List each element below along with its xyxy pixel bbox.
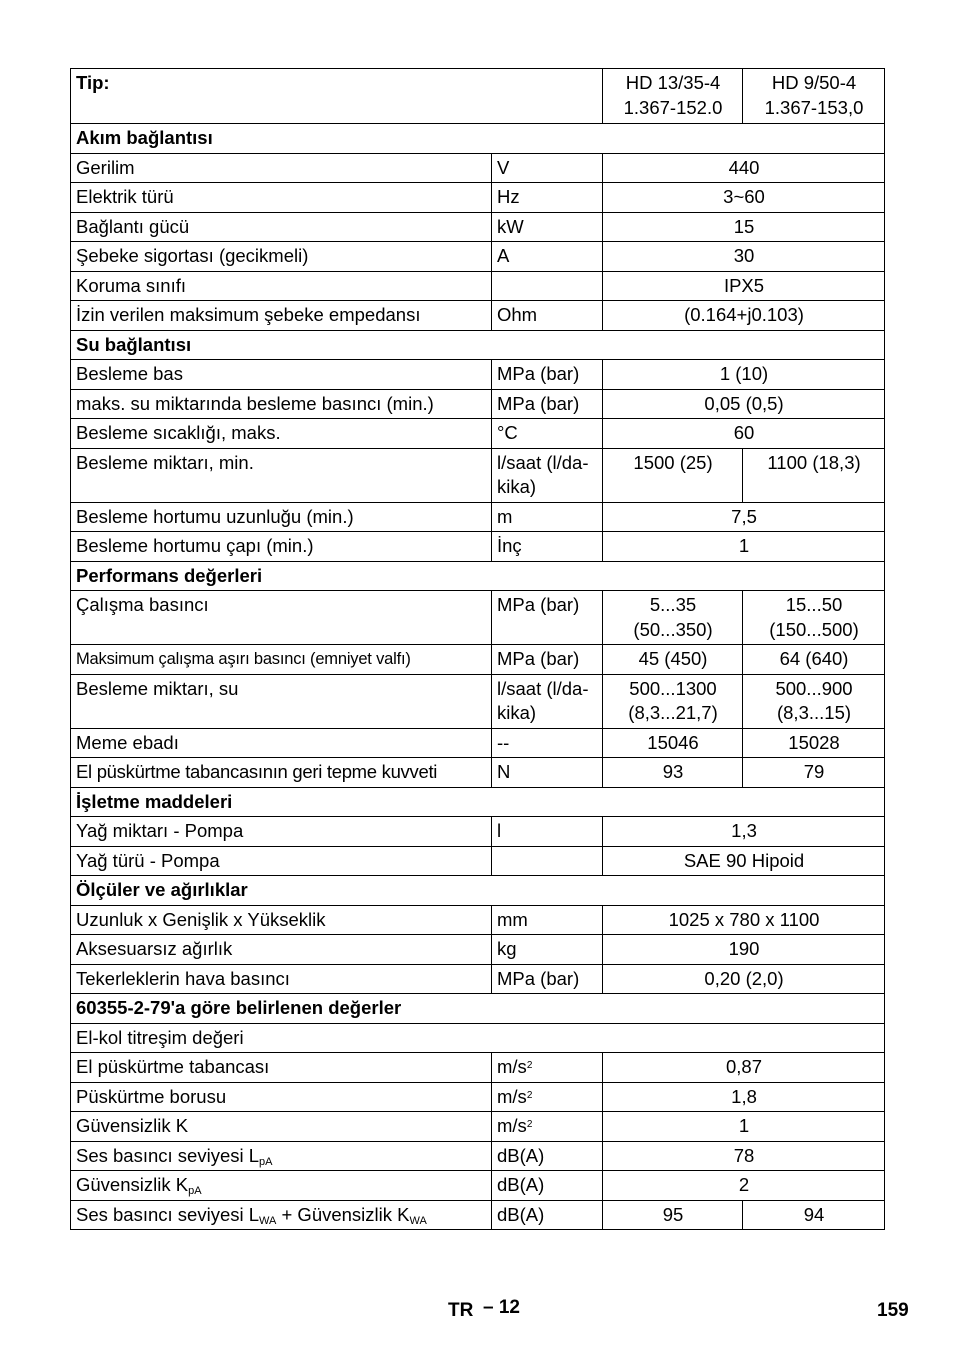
section-row	[71, 876, 885, 906]
section-row	[71, 561, 885, 591]
row-label: Şebeke sigortası (gecikmeli)	[71, 242, 492, 272]
table-row	[71, 419, 885, 449]
row-unit	[492, 1082, 603, 1112]
row-value: 1 (10)	[603, 360, 885, 390]
row-value-model-2: 94	[743, 1200, 885, 1230]
row-label: İzin verilen maksimum şebeke empedansı	[71, 301, 492, 331]
row-unit: İnç	[492, 532, 603, 562]
table-row	[71, 271, 885, 301]
row-label: maks. su miktarında besleme basıncı (min.)	[71, 389, 492, 419]
label-subscript: pA	[259, 1155, 273, 1168]
row-value: 1,8	[603, 1082, 885, 1112]
row-label: Besleme miktarı, min.	[71, 448, 492, 502]
row-unit: MPa (bar)	[492, 360, 603, 390]
row-value: (0.164+j0.103)	[603, 301, 885, 331]
row-unit: dB(A)	[492, 1171, 603, 1201]
section-title-dimensions: Ölçüler ve ağırlıklar	[71, 876, 885, 906]
table-row	[71, 502, 885, 532]
table-row	[71, 964, 885, 994]
row-value: 7,5	[603, 502, 885, 532]
row-label: Meme ebadı	[71, 728, 492, 758]
table-row	[71, 1082, 885, 1112]
row-unit: Ohm	[492, 301, 603, 331]
section-row	[71, 787, 885, 817]
row-value-model-2: 64 (640)	[743, 645, 885, 675]
row-value-model-2: 15028	[743, 728, 885, 758]
table-row	[71, 1200, 885, 1230]
row-value: IPX5	[603, 271, 885, 301]
table-row	[71, 935, 885, 965]
model-1-name: HD 13/35-4	[625, 72, 721, 93]
table-row	[71, 728, 885, 758]
row-value: 30	[603, 242, 885, 272]
row-label: Gerilim	[71, 153, 492, 183]
row-label: Besleme miktarı, su	[71, 674, 492, 728]
table-row	[71, 360, 885, 390]
row-unit: --	[492, 728, 603, 758]
subsection-title-vibration: El-kol titreşim değeri	[71, 1023, 885, 1053]
row-label: Koruma sınıfı	[71, 271, 492, 301]
row-unit: dB(A)	[492, 1141, 603, 1171]
row-value: 1025 x 780 x 1100	[603, 905, 885, 935]
row-value-model-1: 15046	[603, 728, 743, 758]
row-label: El püskürtme tabancasının geri tepme kuvveti	[71, 758, 492, 788]
row-unit: V	[492, 153, 603, 183]
row-value: 1	[603, 532, 885, 562]
row-label: Aksesuarsız ağırlık	[71, 935, 492, 965]
row-label: Çalışma basıncı	[71, 591, 492, 645]
unit-superscript: 2	[526, 1089, 533, 1101]
unit-text: m/s	[497, 1056, 527, 1077]
row-unit	[492, 846, 603, 876]
table-row	[71, 153, 885, 183]
table-row	[71, 1171, 885, 1201]
row-unit	[492, 271, 603, 301]
row-unit: kW	[492, 212, 603, 242]
unit-text: m/s	[497, 1085, 527, 1107]
label-subscript: WA	[259, 1214, 277, 1227]
row-label: Güvensizlik K	[71, 1112, 492, 1142]
row-value: 440	[603, 153, 885, 183]
row-value: 15	[603, 212, 885, 242]
label-text: + Güvensizlik K	[276, 1203, 410, 1225]
row-unit: l/saat (l/da-kika)	[492, 448, 603, 502]
model-2-part: 1.367-153,0	[764, 96, 864, 118]
row-unit: MPa (bar)	[492, 389, 603, 419]
row-value: 0,05 (0,5)	[603, 389, 885, 419]
subsection-row	[71, 1023, 885, 1053]
row-unit	[492, 1112, 603, 1142]
row-label: Maksimum çalışma aşırı basıncı (emniyet valfı)	[71, 645, 492, 675]
table-row	[71, 301, 885, 331]
section-title-power: Akım bağlantısı	[71, 124, 885, 154]
model-2-header	[743, 69, 885, 124]
unit-superscript: 2	[526, 1119, 533, 1130]
row-label: Besleme sıcaklığı, maks.	[71, 419, 492, 449]
table-row	[71, 674, 885, 728]
row-value-model-2: 500...900 (8,3...15)	[743, 674, 885, 728]
row-value: 1	[603, 1112, 885, 1142]
row-unit: MPa (bar)	[492, 645, 603, 675]
tip-label: Tip:	[71, 69, 603, 124]
table-row	[71, 532, 885, 562]
row-value: 0,87	[603, 1053, 885, 1083]
row-label: Besleme bas	[71, 360, 492, 390]
table-row	[71, 1053, 885, 1083]
row-value-model-1: 95	[603, 1200, 743, 1230]
table-row	[71, 758, 885, 788]
row-unit: l	[492, 817, 603, 847]
row-unit: N	[492, 758, 603, 788]
label-subscript: WA	[409, 1214, 427, 1227]
row-unit: MPa (bar)	[492, 964, 603, 994]
label-subscript: pA	[188, 1185, 202, 1197]
row-label: Elektrik türü	[71, 183, 492, 213]
row-label: Püskürtme borusu	[71, 1082, 492, 1112]
model-2-name: HD 9/50-4	[771, 72, 857, 93]
row-value: 2	[603, 1171, 885, 1201]
row-label: Tekerleklerin hava basıncı	[71, 964, 492, 994]
footer-section-page: – 12	[483, 1297, 520, 1318]
row-label	[71, 1171, 492, 1201]
row-value-model-2: 15...50 (150...500)	[743, 591, 885, 645]
section-row	[71, 994, 885, 1024]
row-label: Yağ türü - Pompa	[71, 846, 492, 876]
footer-language: TR	[448, 1300, 474, 1321]
section-row	[71, 124, 885, 154]
row-value-model-1: 1500 (25)	[603, 448, 743, 502]
table-row	[71, 389, 885, 419]
unit-text: m/s	[497, 1115, 527, 1136]
row-unit: m	[492, 502, 603, 532]
section-title-standard: 60355-2-79'a göre belirlenen değerler	[71, 994, 885, 1024]
row-value-model-1: 5...35 (50...350)	[603, 591, 743, 645]
section-title-performance: Performans değerleri	[71, 561, 885, 591]
row-value: 1,3	[603, 817, 885, 847]
row-value-model-1: 93	[603, 758, 743, 788]
row-unit: kg	[492, 935, 603, 965]
row-value: 60	[603, 419, 885, 449]
row-value-model-2: 79	[743, 758, 885, 788]
footer-page-number: 159	[877, 1300, 909, 1321]
table-row	[71, 183, 885, 213]
label-text: Ses basıncı seviyesi L	[76, 1203, 260, 1225]
table-row	[71, 905, 885, 935]
label-text: Ses basıncı seviyesi L	[76, 1144, 260, 1166]
row-unit: MPa (bar)	[492, 591, 603, 645]
table-row	[71, 645, 885, 675]
row-value-model-1: 500...1300 (8,3...21,7)	[603, 674, 743, 728]
row-value-model-2: 1100 (18,3)	[743, 448, 885, 502]
row-label: Besleme hortumu çapı (min.)	[71, 532, 492, 562]
row-unit: A	[492, 242, 603, 272]
table-row	[71, 1112, 885, 1142]
row-value: 0,20 (2,0)	[603, 964, 885, 994]
row-unit: l/saat (l/da-kika)	[492, 674, 603, 728]
table-row	[71, 448, 885, 502]
row-value-model-1: 45 (450)	[603, 645, 743, 675]
section-row	[71, 330, 885, 360]
model-1-header	[603, 69, 743, 124]
row-value: 3~60	[603, 183, 885, 213]
row-value: 190	[603, 935, 885, 965]
table-row	[71, 817, 885, 847]
row-label	[71, 1200, 492, 1230]
row-unit: °C	[492, 419, 603, 449]
model-1-part: 1.367-152.0	[623, 96, 723, 118]
row-unit: Hz	[492, 183, 603, 213]
row-label: El püskürtme tabancası	[71, 1053, 492, 1083]
row-label: Besleme hortumu uzunluğu (min.)	[71, 502, 492, 532]
row-unit: mm	[492, 905, 603, 935]
unit-superscript: 2	[526, 1060, 533, 1071]
row-unit	[492, 1053, 603, 1083]
row-label: Yağ miktarı - Pompa	[71, 817, 492, 847]
row-unit: dB(A)	[492, 1200, 603, 1230]
label-text: Güvensizlik K	[76, 1174, 189, 1195]
table-row	[71, 1141, 885, 1171]
row-label: Uzunluk x Genişlik x Yükseklik	[71, 905, 492, 935]
row-value: SAE 90 Hipoid	[603, 846, 885, 876]
table-row	[71, 242, 885, 272]
section-title-water: Su bağlantısı	[71, 330, 885, 360]
row-label: Bağlantı gücü	[71, 212, 492, 242]
spec-table	[70, 68, 885, 1230]
row-value: 78	[603, 1141, 885, 1171]
table-row	[71, 212, 885, 242]
table-row	[71, 846, 885, 876]
table-row	[71, 591, 885, 645]
header-row	[71, 69, 885, 124]
section-title-consumables: İşletme maddeleri	[71, 787, 885, 817]
row-label	[71, 1141, 492, 1171]
